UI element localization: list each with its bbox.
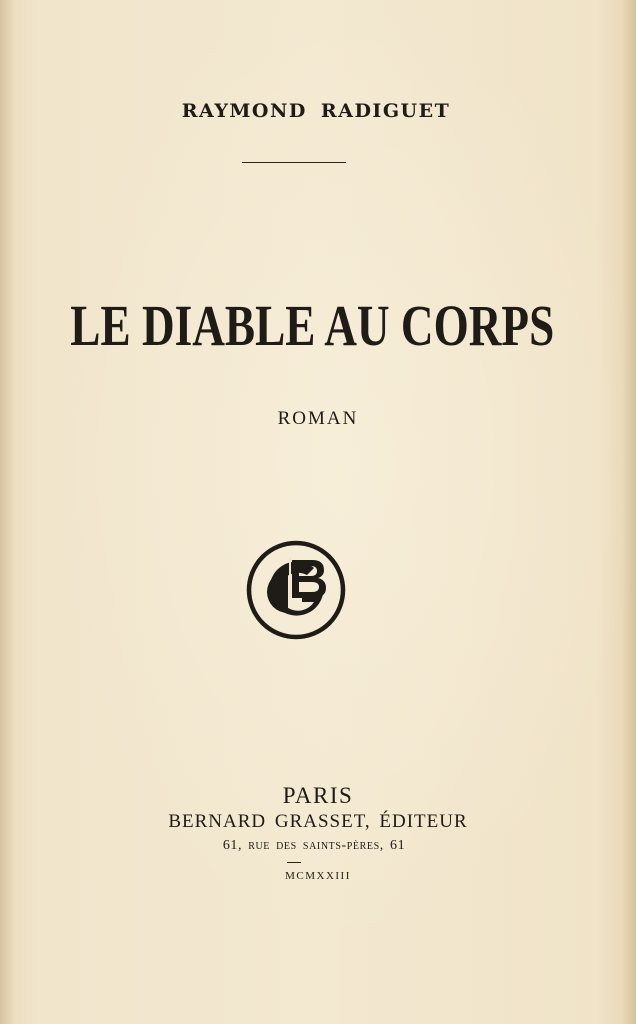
imprint-city: PARIS [282, 783, 354, 808]
imprint-year: MCMXXIII [285, 870, 351, 882]
author-divider [242, 162, 346, 163]
book-title: LE DIABLE AU CORPS [70, 293, 555, 358]
publisher-monogram-bg-icon [244, 538, 348, 642]
imprint-address: 61, rue des saints-pères, 61 [222, 838, 406, 853]
imprint-divider [287, 862, 301, 863]
book-genre: ROMAN [277, 408, 359, 429]
author-name: RAYMOND RADIGUET [181, 100, 451, 122]
imprint-publisher: BERNARD GRASSET, ÉDITEUR [168, 811, 468, 832]
